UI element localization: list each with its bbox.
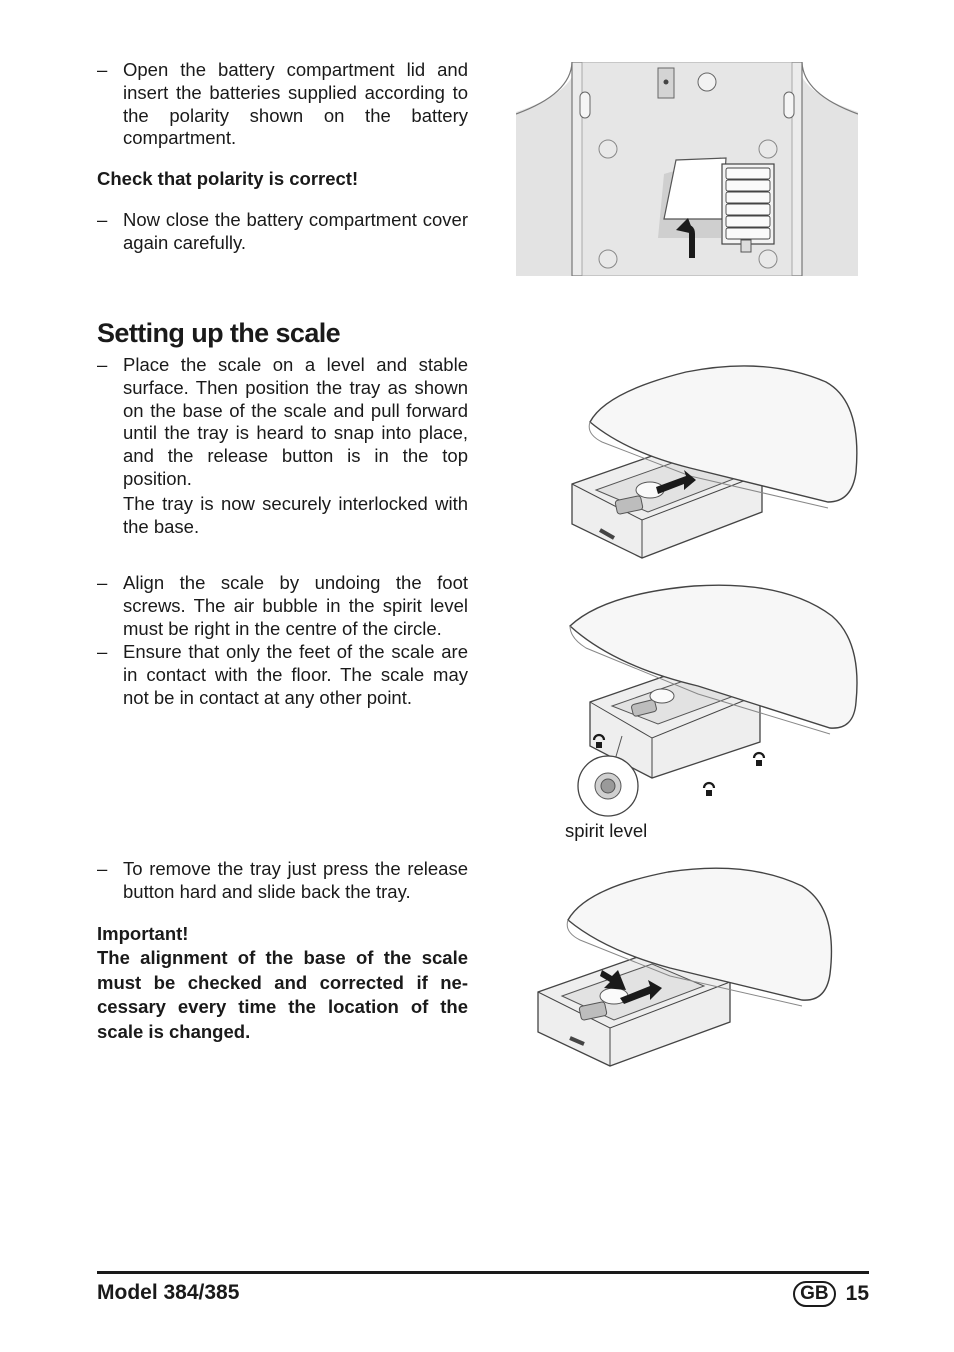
attach-tray-illustration	[566, 362, 860, 568]
step-remove-tray: – To remove the tray just press the release button hard and slide back the tray.	[97, 858, 468, 904]
step-place-note: The tray is now securely interlocked with the base.	[123, 492, 468, 537]
step-feet-contact: – Ensure that only the feet of the scale are in contact with the floor. The scale may not be in contact at any other point.	[97, 641, 468, 709]
spirit-level-caption: spirit level	[565, 820, 648, 841]
remove-tray-instructions	[97, 858, 468, 1044]
align-feet-illustration	[564, 582, 860, 822]
page-number: 15	[845, 1282, 869, 1305]
battery-instructions	[97, 59, 468, 255]
section-heading: Setting up the scale	[97, 318, 341, 348]
setup-instructions	[97, 354, 468, 538]
footer-rule	[97, 1271, 869, 1274]
battery-compartment-illustration	[516, 62, 858, 276]
important-title: Important!	[97, 922, 189, 944]
step-place-scale: – Place the scale on a level and stable surface. Then position the tray as shown on the base of the scale and pull forward until the tray is heard to snap into place, and the release button is in the top position.	[97, 354, 468, 491]
step-close-battery: – Now close the battery compartment cover again carefully.	[97, 209, 468, 255]
remove-tray-illustration	[534, 866, 840, 1076]
footer-page-info	[793, 1281, 869, 1307]
language-badge: GB	[793, 1281, 836, 1307]
model-number: Model 384/385	[97, 1281, 240, 1304]
polarity-warning: Check that polarity is correct!	[97, 168, 359, 190]
step-open-battery: – Open the battery compartment lid and insert the batteries supplied according to the polarity shown on the battery compartment.	[97, 59, 468, 150]
important-text: The alignment of the base of the scale must be checked and corrected if necessary every time the location of the scale is changed.	[97, 947, 468, 1042]
step-align-scale: – Align the scale by undoing the foot screws. The air bubble in the spirit level must be right in the centre of the circle.	[97, 572, 468, 640]
alignment-instructions	[97, 572, 468, 710]
